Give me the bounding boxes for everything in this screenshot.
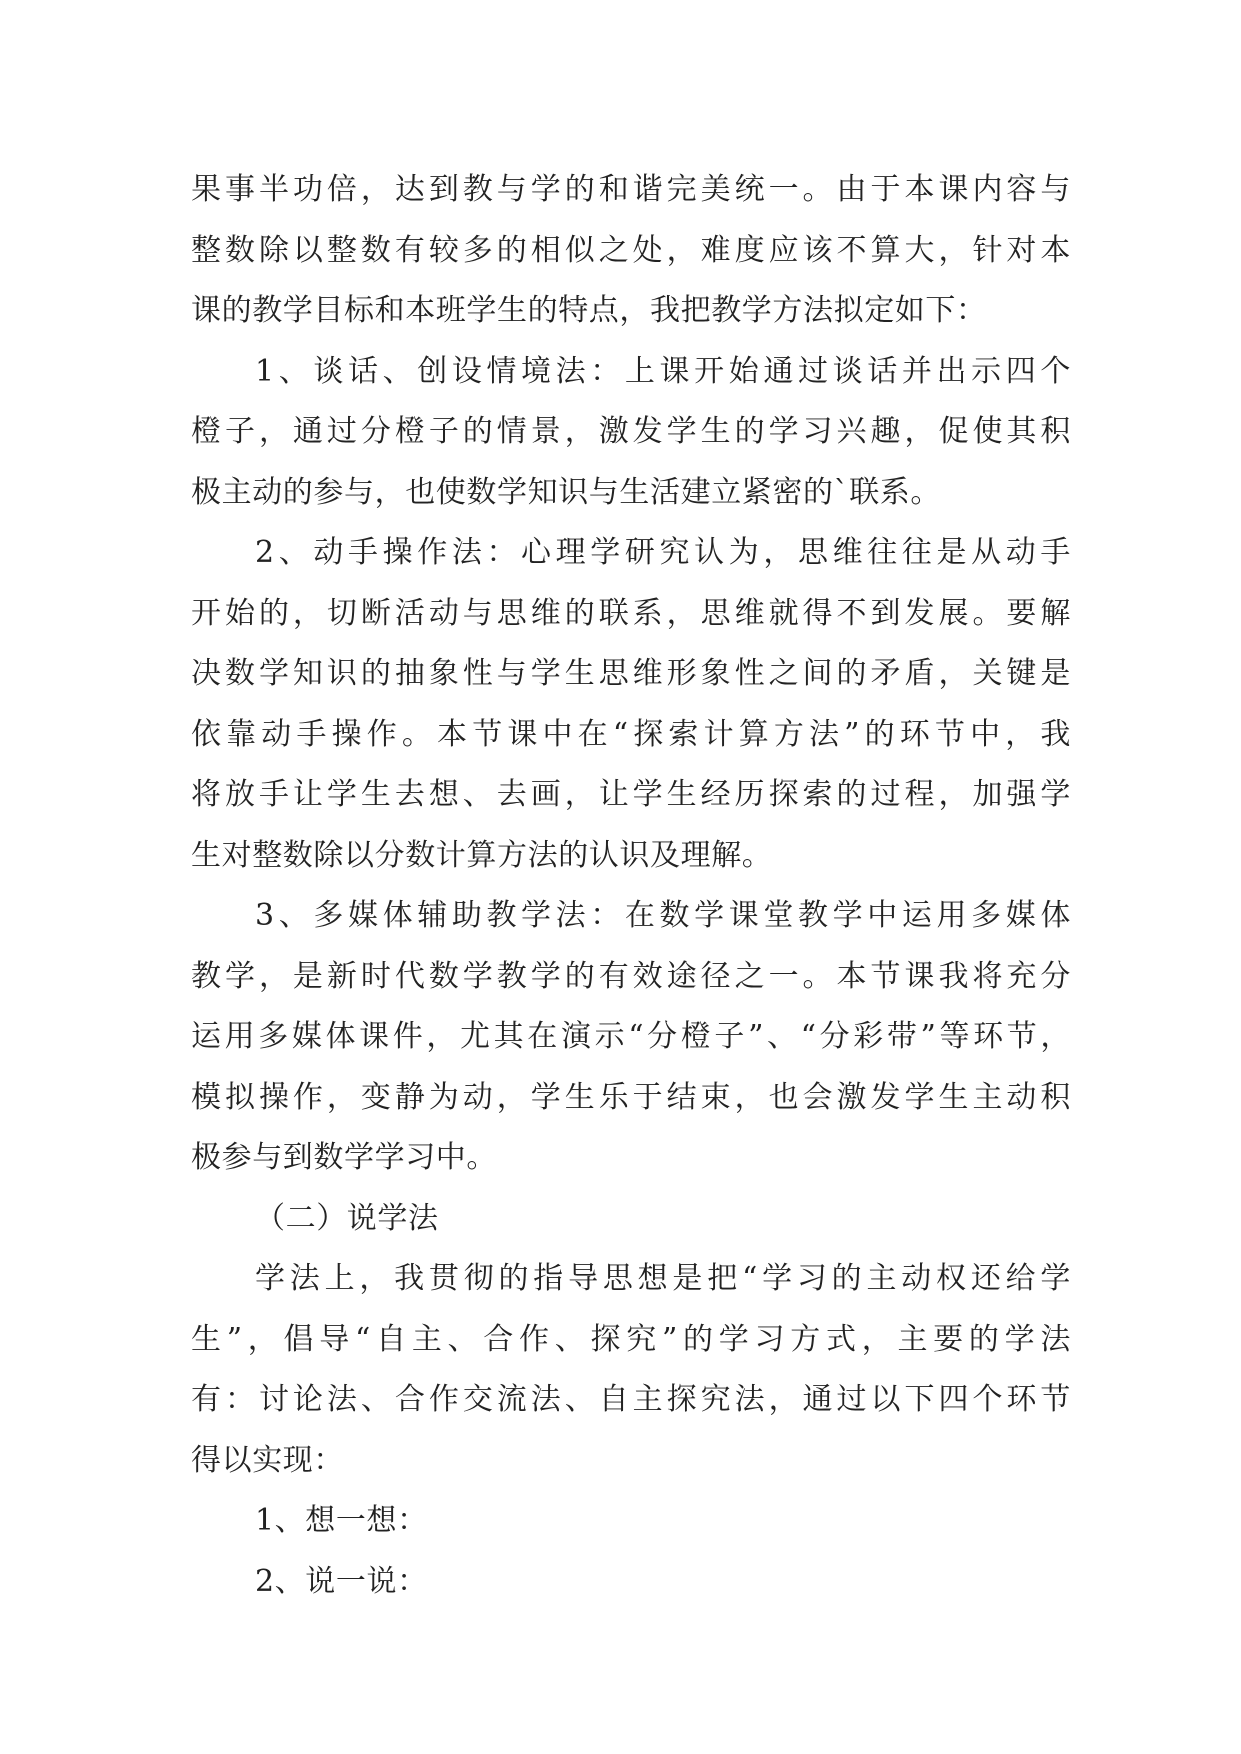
list-item: 2、说一说：: [255, 1563, 428, 1599]
paragraph-line: 极参与到数学学习中。: [191, 1140, 497, 1175]
list-item: 1、想一想：: [255, 1503, 428, 1538]
paragraph-line: 生对整数除以分数计算方法的认识及理解。: [191, 837, 773, 873]
document-body: [191, 160, 1071, 1612]
paragraph-line: 将放手让学生去想、去画，让学生经历探索的过程，加强学: [191, 777, 1071, 812]
paragraph-line: 运用多媒体课件，尤其在演示“分橙子”、“分彩带”等环节，: [191, 1019, 1071, 1054]
paragraph-line: 果事半功倍，达到教与学的和谐完美统一。由于本课内容与: [191, 172, 1071, 207]
paragraph-line: 生”，倡导“自主、合作、探究”的学习方式，主要的学法: [191, 1321, 1071, 1357]
paragraph-line: 有：讨论法、合作交流法、自主探究法，通过以下四个环节: [191, 1382, 1071, 1417]
paragraph-line: 决数学知识的抽象性与学生思维形象性之间的矛盾，关键是: [191, 656, 1071, 691]
paragraph-line: 课的教学目标和本班学生的特点，我把教学方法拟定如下：: [191, 293, 987, 328]
paragraph-line: 得以实现：: [191, 1442, 344, 1478]
paragraph-line: 模拟操作，变静为动，学生乐于结束，也会激发学生主动积: [191, 1079, 1071, 1115]
method-3-line: 3、多媒体辅助教学法：在数学课堂教学中运用多媒体: [255, 898, 1071, 933]
paragraph-line: 极主动的参与，也使数学知识与生活建立紧密的`联系。: [191, 474, 941, 510]
paragraph-line: 开始的，切断活动与思维的联系，思维就得不到发展。要解: [191, 595, 1071, 631]
paragraph-line: 橙子，通过分橙子的情景，激发学生的学习兴趣，促使其积: [191, 414, 1071, 449]
learning-method-line: 学法上，我贯彻的指导思想是把“学习的主动权还给学: [255, 1261, 1071, 1296]
section-heading: （二）说学法: [255, 1200, 439, 1236]
paragraph-line: 整数除以整数有较多的相似之处，难度应该不算大，针对本: [191, 232, 1071, 268]
paragraph-line: 依靠动手操作。本节课中在“探索计算方法”的环节中，我: [191, 716, 1071, 752]
paragraph-line: 教学，是新时代数学教学的有效途径之一。本节课我将充分: [191, 958, 1071, 994]
method-2-line: 2、动手操作法：心理学研究认为，思维往往是从动手: [255, 535, 1071, 570]
method-1-line: 1、谈话、创设情境法：上课开始通过谈话并出示四个: [255, 353, 1071, 389]
